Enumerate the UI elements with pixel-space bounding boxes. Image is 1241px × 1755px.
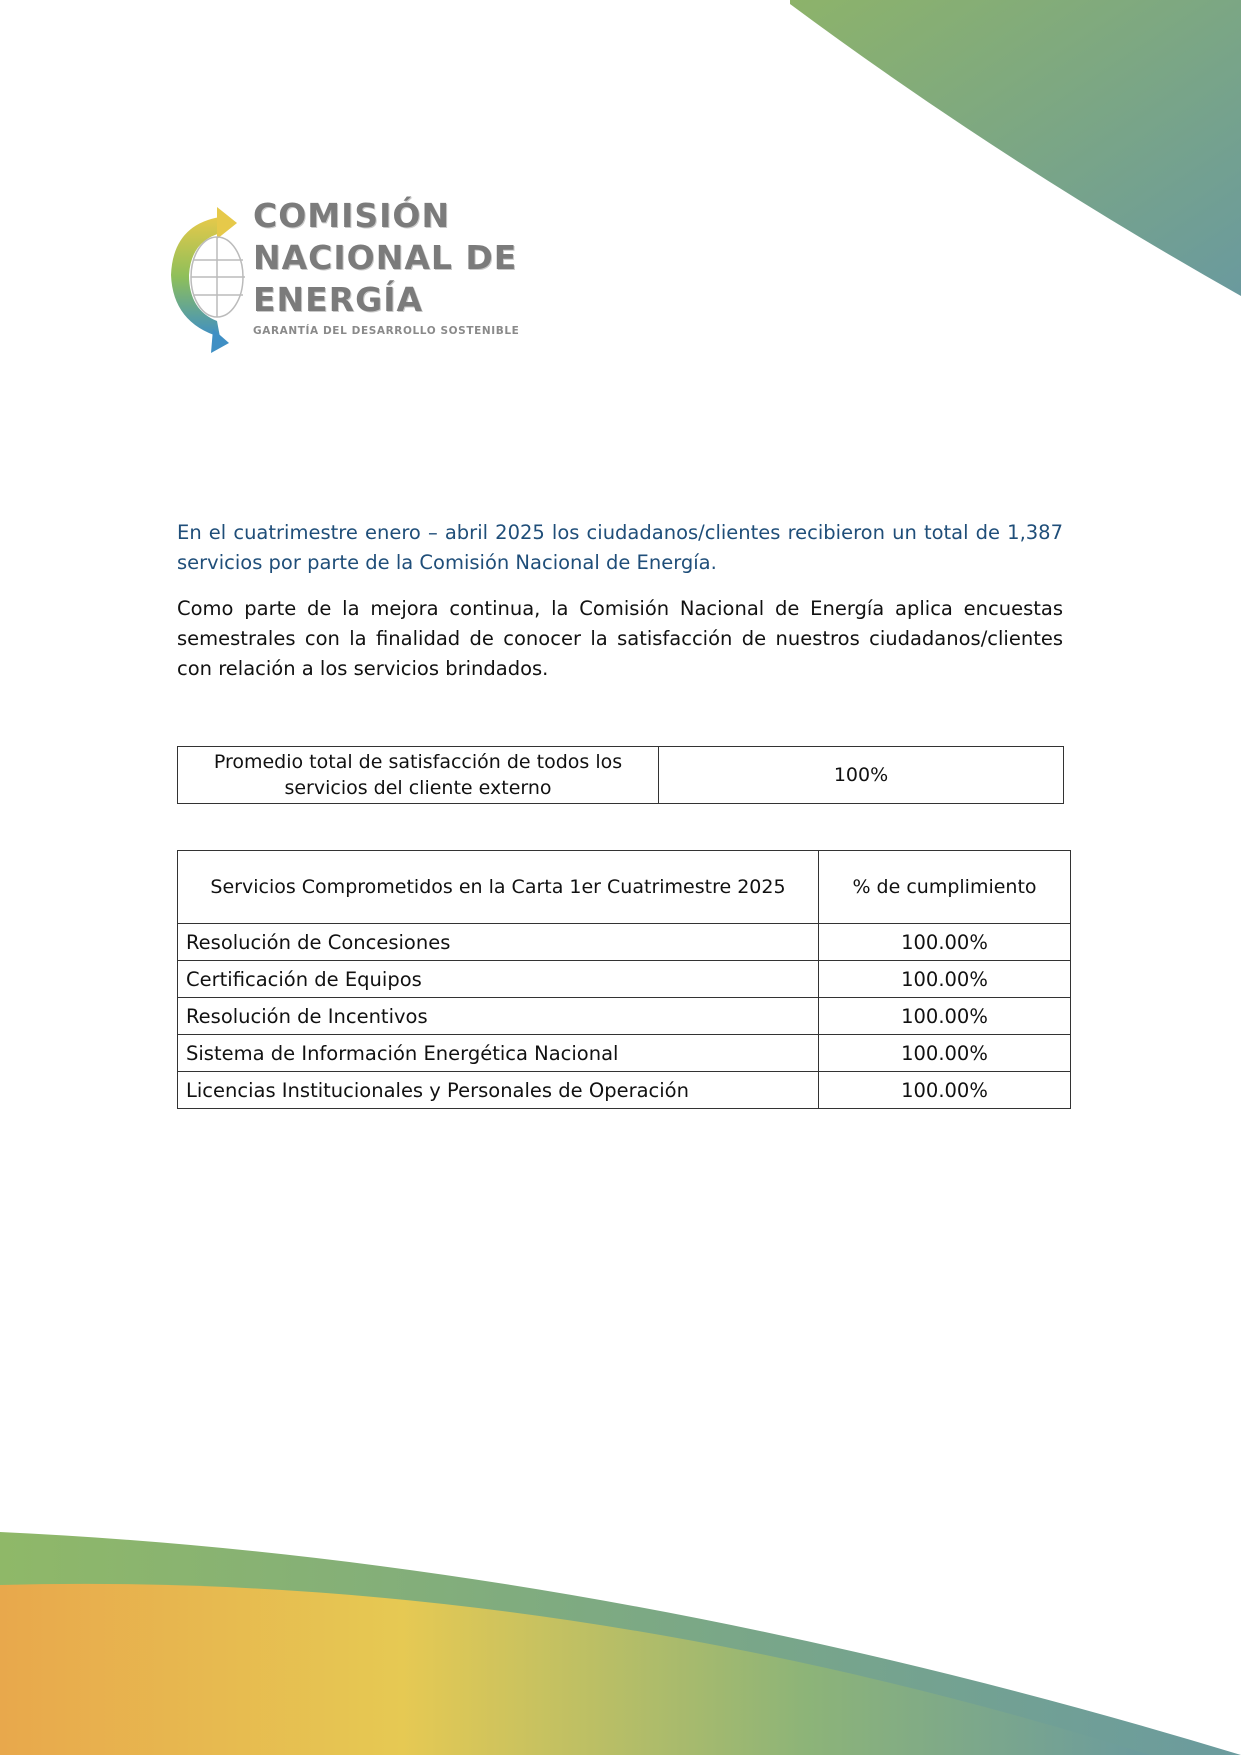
logo-line-1: COMISIÓN — [253, 196, 451, 235]
logo-tagline: GARANTÍA DEL DESARROLLO SOSTENIBLE — [253, 325, 520, 337]
intro-highlight: En el cuatrimestre enero – abril 2025 los ciudadanos/clientes recibieron un total de 1,387 servicios por parte de la Comisión Nacional de Energía. — [177, 521, 1063, 574]
service-name: Sistema de Información Energética Nacional — [178, 1035, 819, 1072]
service-name: Licencias Institucionales y Personales de Operación — [178, 1072, 819, 1109]
table-row — [178, 961, 1071, 998]
summary-value: 100% — [659, 747, 1064, 804]
service-value: 100.00% — [819, 1035, 1071, 1072]
compliance-header: % de cumplimiento — [819, 851, 1071, 924]
service-value: 100.00% — [819, 998, 1071, 1035]
service-name: Resolución de Concesiones — [178, 924, 819, 961]
table-row — [178, 998, 1071, 1035]
satisfaction-summary-table — [177, 746, 1064, 804]
top-right-swoosh — [790, 0, 1241, 296]
service-name: Resolución de Incentivos — [178, 998, 819, 1035]
service-value: 100.00% — [819, 961, 1071, 998]
table-header-row — [178, 851, 1071, 924]
table-row — [178, 924, 1071, 961]
service-value: 100.00% — [819, 1072, 1071, 1109]
table-row — [178, 1035, 1071, 1072]
services-table — [177, 850, 1071, 1109]
logo-line-3: ENERGÍA — [253, 280, 424, 319]
cne-logo — [165, 195, 525, 355]
logo-line-2: NACIONAL DE — [253, 238, 518, 277]
services-header: Servicios Comprometidos en la Carta 1er Cuatrimestre 2025 — [178, 851, 819, 924]
table-row — [178, 747, 1064, 804]
globe-arrow-icon — [165, 205, 255, 355]
intro-body: Como parte de la mejora continua, la Comisión Nacional de Energía aplica encuestas semestrales con la finalidad de conocer la satisfacción de nuestros ciudadanos/clientes con relación a los servicios brindados. — [177, 597, 1063, 680]
table-row — [178, 1072, 1071, 1109]
summary-label: Promedio total de satisfacción de todos los servicios del cliente externo — [178, 747, 659, 804]
service-value: 100.00% — [819, 924, 1071, 961]
service-name: Certificación de Equipos — [178, 961, 819, 998]
